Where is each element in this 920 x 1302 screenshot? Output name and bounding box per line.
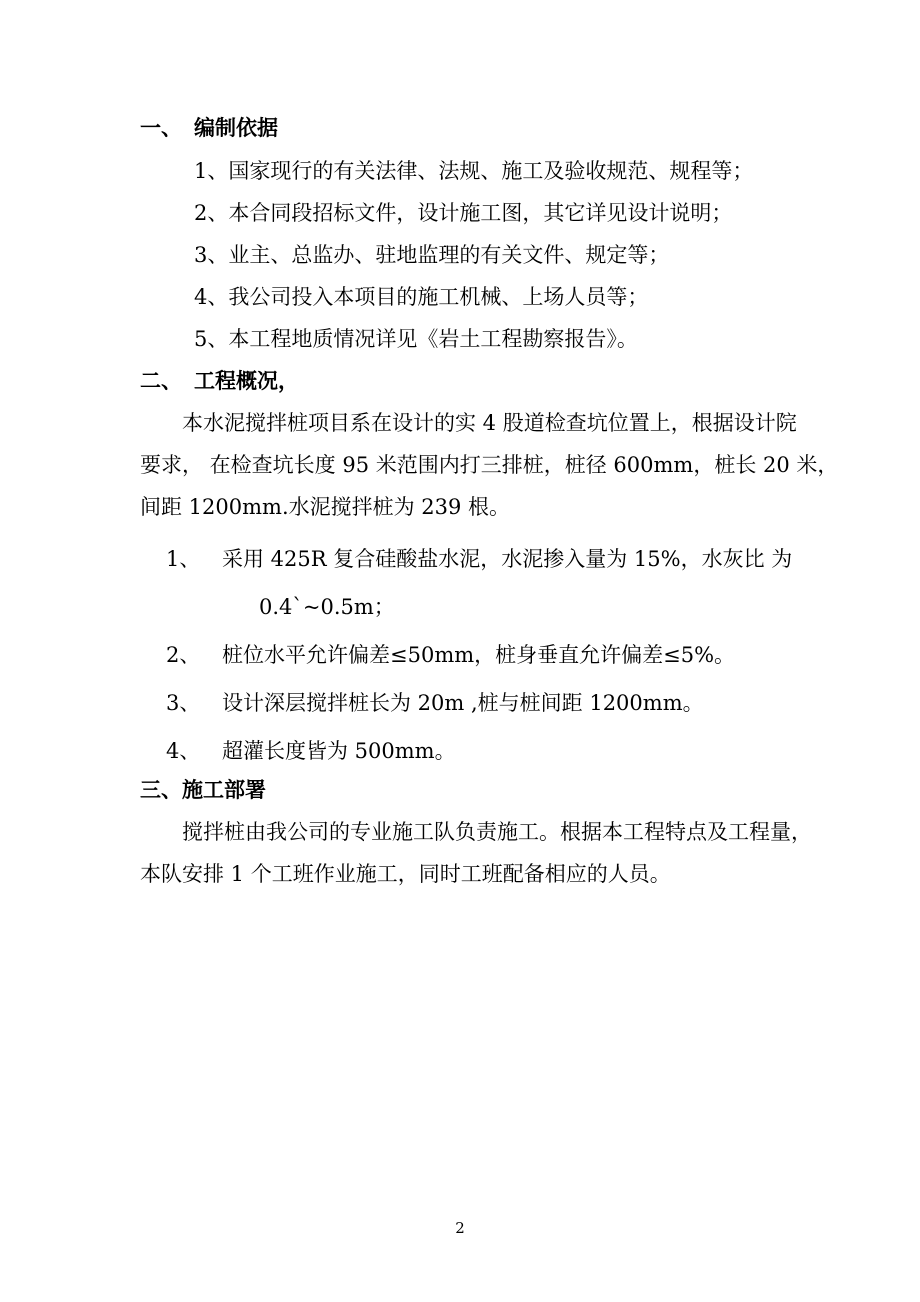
section-3-paragraph-line-1: 搅拌桩由我公司的专业施工队负责施工。根据本工程特点及工程量， [182,820,812,844]
list-item-4-text: 超灌长度皆为 500mm。 [222,739,456,763]
list-item-1-continuation: 0.4`~0.5m； [259,595,395,619]
section-2-paragraph-line-3: 间距 1200mm.水泥搅拌桩为 239 根。 [140,495,511,519]
list-item-2-text: 桩位水平允许偏差≤50mm，桩身垂直允许偏差≤5%。 [222,643,736,667]
list-item-4-number: 4、 [166,739,201,763]
list-item-1-text: 采用 425R 复合硅酸盐水泥，水泥掺入量为 15%，水灰比 为 [222,547,793,571]
section-1-number: 一、 [140,116,182,140]
section-1-item-3: 3、业主、总监办、驻地监理的有关文件、规定等； [194,243,670,267]
list-item-3-number: 3、 [166,691,201,715]
section-2-number: 二、 [140,369,182,393]
section-3-paragraph-line-2: 本队安排 1 个工班作业施工，同时工班配备相应的人员。 [140,862,671,886]
section-3-title: 三、施工部署 [140,778,266,802]
section-2-paragraph-line-2: 要求， 在检查坑长度 95 米范围内打三排桩，桩径 600mm，桩长 20 米， [140,453,839,477]
section-1-item-5: 5、本工程地质情况详见《岩土工程勘察报告》。 [194,327,638,351]
list-item-1-number: 1、 [166,547,201,571]
section-1-item-2: 2、本合同段招标文件，设计施工图，其它详见设计说明； [194,201,733,225]
list-item-3-text: 设计深层搅拌桩长为 20m ,桩与桩间距 1200mm。 [222,691,704,715]
section-1-title: 编制依据 [194,116,278,140]
section-1-item-1: 1、国家现行的有关法律、法规、施工及验收规范、规程等； [194,159,754,183]
page-number: 2 [455,1219,465,1237]
list-item-2-number: 2、 [166,643,201,667]
section-2-paragraph-line-1: 本水泥搅拌桩项目系在设计的实 4 股道检查坑位置上，根据设计院 [182,411,797,435]
section-1-item-4: 4、我公司投入本项目的施工机械、上场人员等； [194,285,649,309]
section-2-title: 工程概况， [194,369,299,393]
